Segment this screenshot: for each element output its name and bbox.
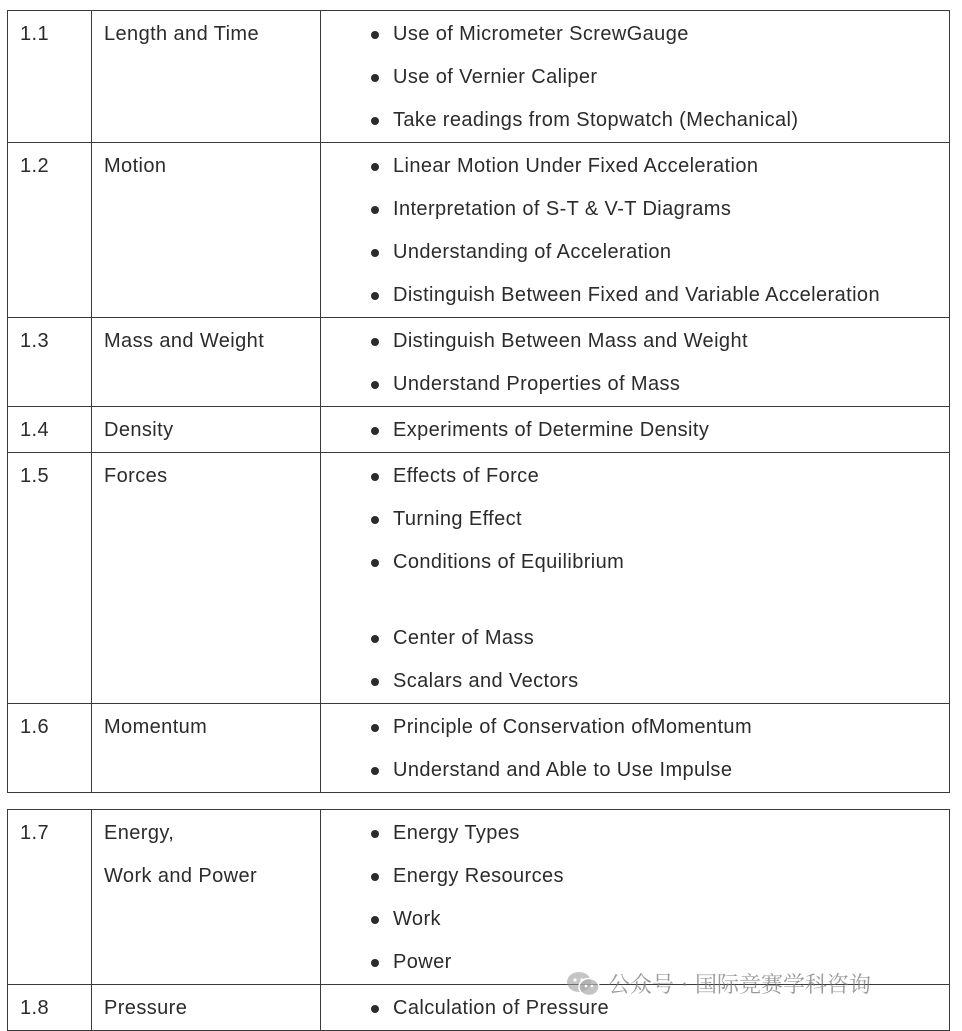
subtopics-cell <box>321 407 950 453</box>
topic-cell <box>92 318 321 407</box>
list-item: Scalars and Vectors <box>369 660 949 703</box>
table-row <box>8 11 950 143</box>
table-row <box>8 318 950 407</box>
section-number: 1.7 <box>20 822 50 844</box>
wechat-icon <box>566 971 600 997</box>
section-number-cell <box>8 11 92 143</box>
section-number-cell <box>8 318 92 407</box>
subtopics-cell <box>321 143 950 318</box>
list-item: Use of Vernier Caliper <box>369 56 949 99</box>
topic-cell <box>92 810 321 985</box>
table-row <box>8 407 950 453</box>
list-item: Distinguish Between Fixed and Variable Acceleration <box>369 274 949 317</box>
syllabus-table-1 <box>7 10 950 793</box>
blank-list-spacer <box>369 584 949 617</box>
topic-title: Mass and Weight <box>104 330 265 352</box>
subtopic-list <box>321 143 949 317</box>
subtopic-list <box>321 704 949 792</box>
topic-title: Density <box>104 419 174 441</box>
topic-title: Work and Power <box>104 865 258 887</box>
topic-title: Length and Time <box>104 23 259 45</box>
topic-title: Energy, <box>104 822 175 844</box>
list-item: Take readings from Stopwatch (Mechanical) <box>369 99 949 142</box>
topic-title: Forces <box>104 465 168 487</box>
subtopic-list <box>321 407 949 452</box>
watermark <box>566 968 871 999</box>
topic-cell <box>92 11 321 143</box>
list-item: Conditions of Equilibrium <box>369 541 949 584</box>
list-item: Understand and Able to Use Impulse <box>369 749 949 792</box>
subtopics-cell <box>321 810 950 985</box>
topic-cell <box>92 704 321 793</box>
list-item: Linear Motion Under Fixed Acceleration <box>369 145 949 188</box>
subtopics-cell <box>321 704 950 793</box>
section-number: 1.2 <box>20 155 50 177</box>
section-number: 1.3 <box>20 330 50 352</box>
section-number-cell <box>8 143 92 318</box>
table-row <box>8 810 950 985</box>
table-row <box>8 704 950 793</box>
list-item: Energy Resources <box>369 855 949 898</box>
section-number-cell <box>8 704 92 793</box>
section-number: 1.4 <box>20 419 50 441</box>
list-item: Distinguish Between Mass and Weight <box>369 320 949 363</box>
section-number-cell <box>8 810 92 985</box>
section-number: 1.1 <box>20 23 50 45</box>
list-item: Effects of Force <box>369 455 949 498</box>
topic-title: Motion <box>104 155 167 177</box>
subtopics-cell <box>321 318 950 407</box>
list-item: Power <box>369 941 949 984</box>
topic-title: Momentum <box>104 716 208 738</box>
list-item: Interpretation of S-T & V-T Diagrams <box>369 188 949 231</box>
list-item: Principle of Conservation ofMomentum <box>369 706 949 749</box>
list-item: Work <box>369 898 949 941</box>
list-item: Center of Mass <box>369 617 949 660</box>
subtopics-cell <box>321 11 950 143</box>
list-item: Turning Effect <box>369 498 949 541</box>
table-row <box>8 143 950 318</box>
subtopic-list <box>321 318 949 406</box>
topic-cell <box>92 453 321 704</box>
section-number: 1.5 <box>20 465 50 487</box>
list-item: Use of Micrometer ScrewGauge <box>369 13 949 56</box>
topic-cell <box>92 143 321 318</box>
list-item: Understanding of Acceleration <box>369 231 949 274</box>
subtopic-list <box>321 11 949 142</box>
section-number: 1.8 <box>20 997 50 1019</box>
section-number-cell <box>8 453 92 704</box>
table-row <box>8 453 950 704</box>
list-item: Experiments of Determine Density <box>369 409 949 452</box>
list-item: Calculation of Pressure <box>369 987 949 1030</box>
subtopics-cell <box>321 453 950 704</box>
subtopic-list <box>321 453 949 703</box>
watermark-text: 公众号 · 国际竞赛学科咨询 <box>608 973 871 998</box>
list-item: Energy Types <box>369 812 949 855</box>
section-number: 1.6 <box>20 716 50 738</box>
subtopic-list <box>321 810 949 984</box>
list-item: Understand Properties of Mass <box>369 363 949 406</box>
topic-title: Pressure <box>104 997 188 1019</box>
